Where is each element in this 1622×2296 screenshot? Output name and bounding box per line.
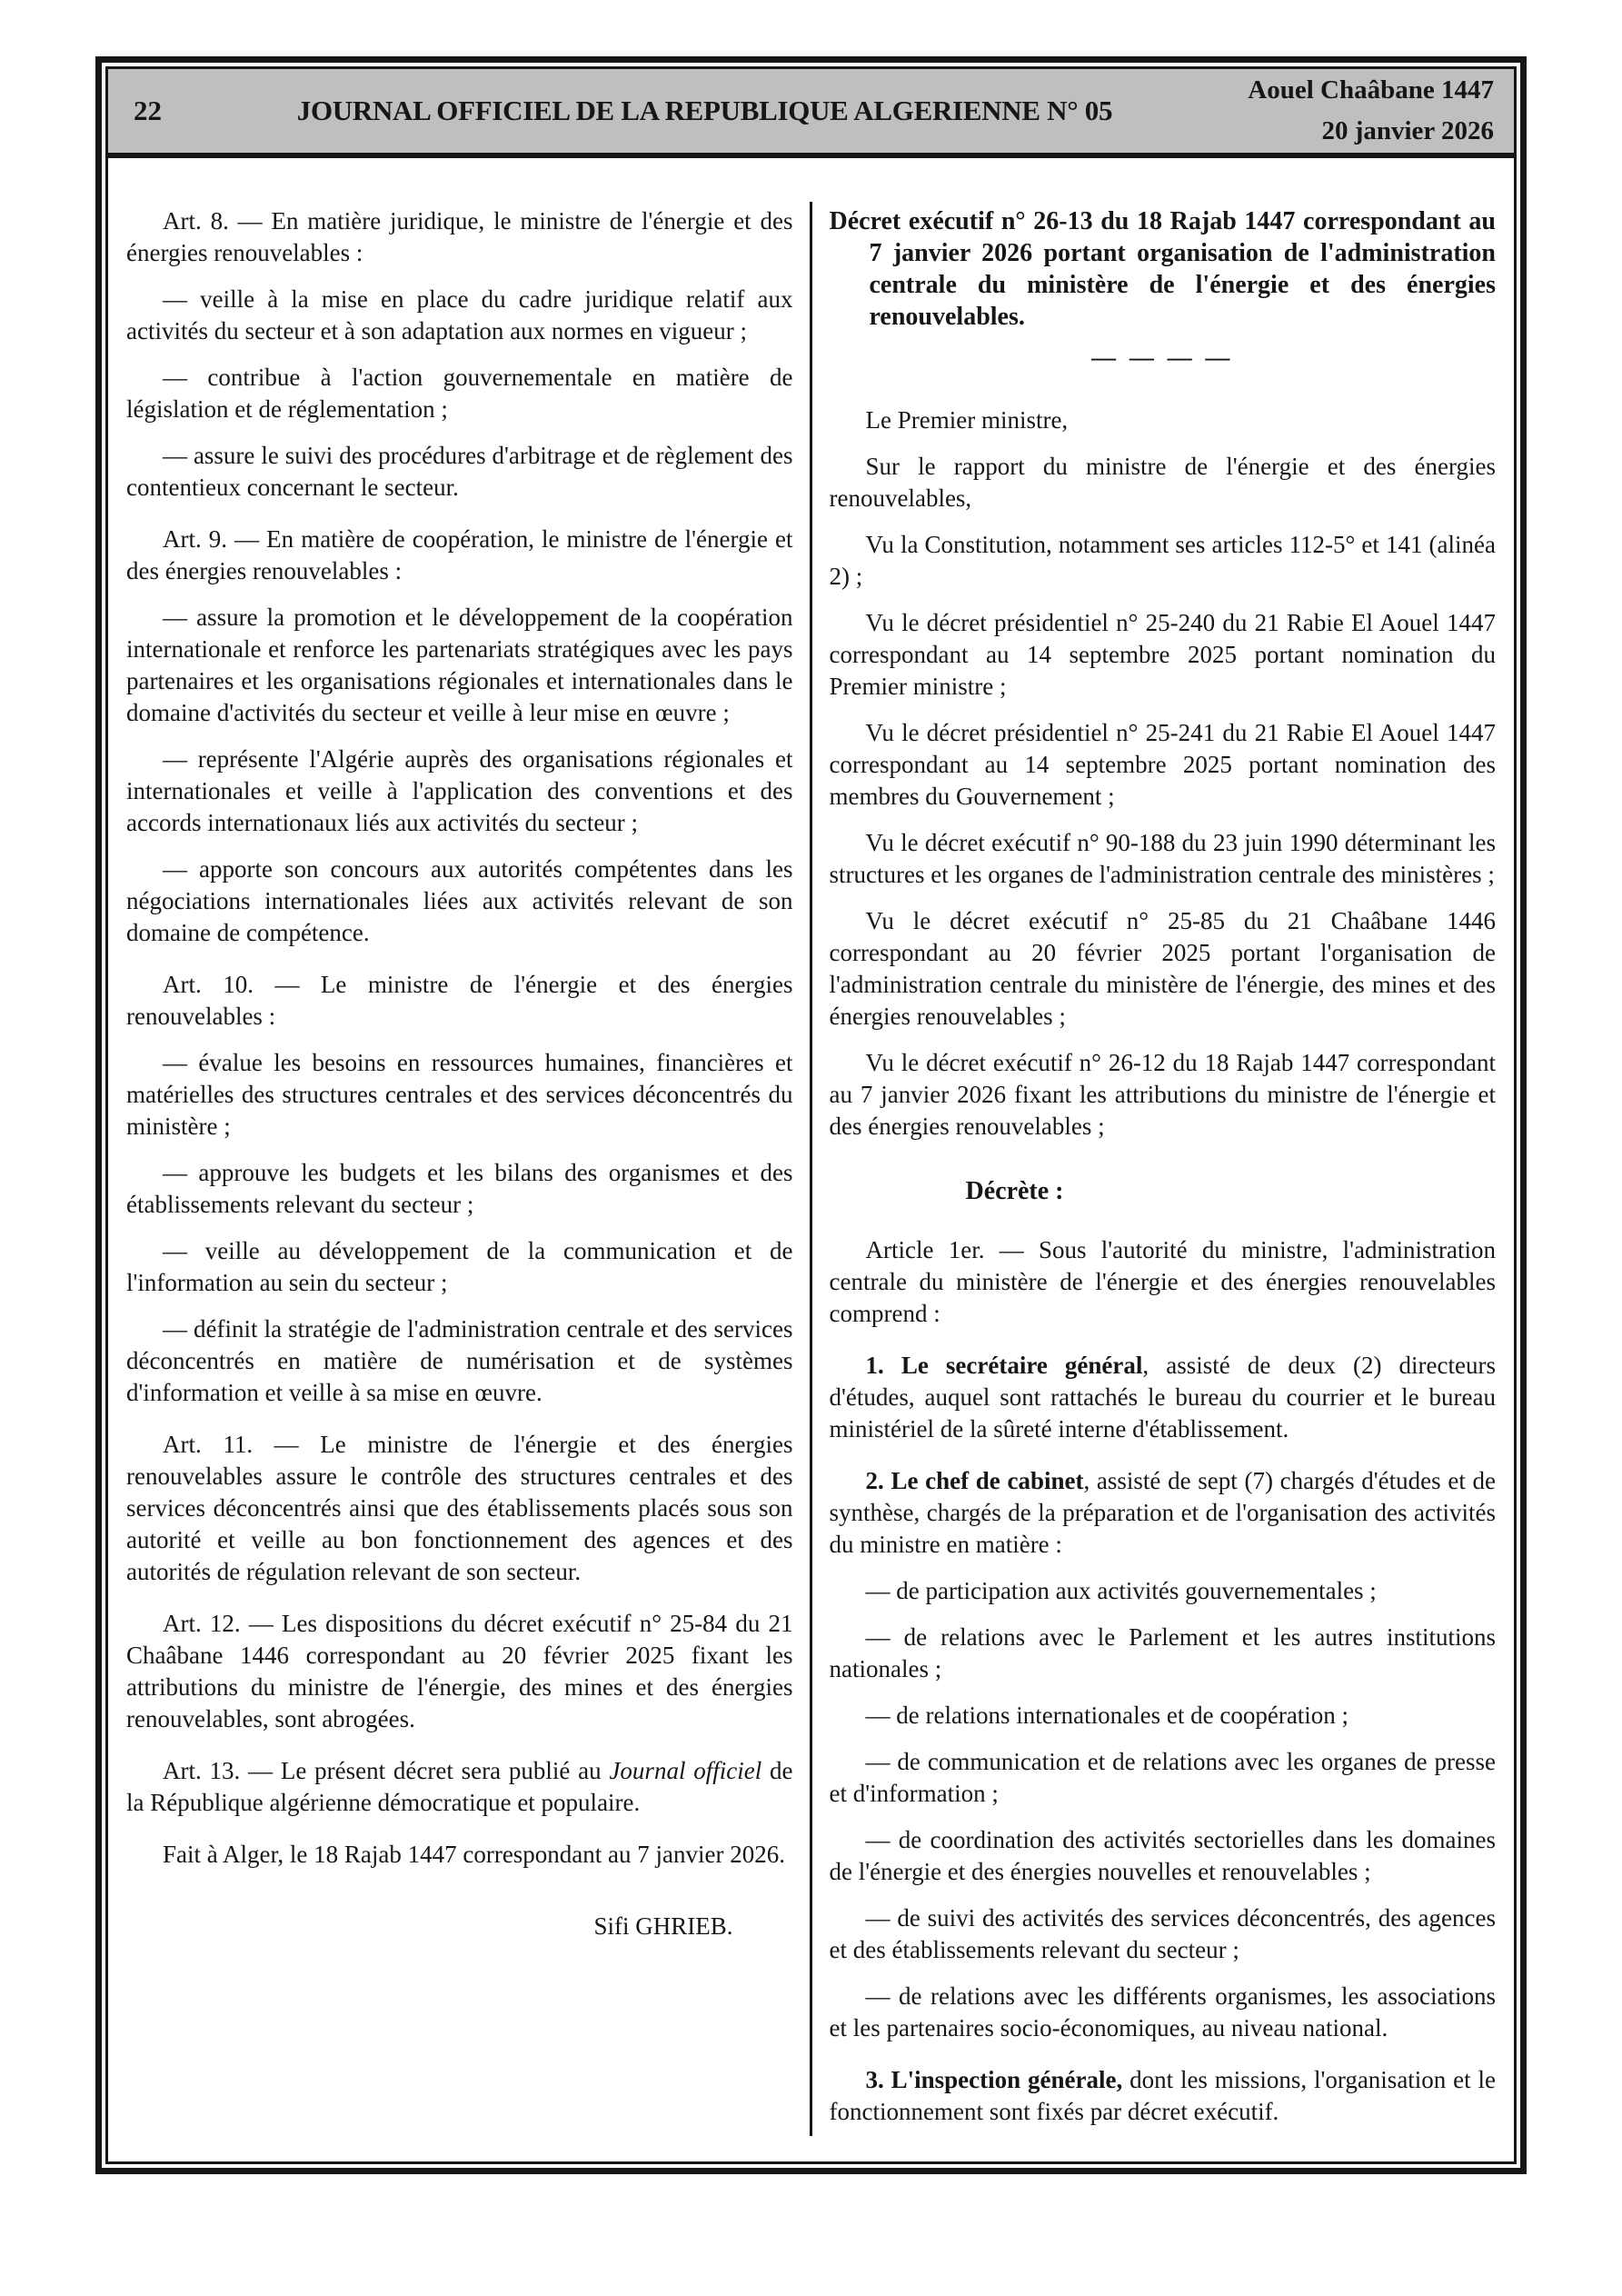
- list-item: — de coordination des activités sectorielles dans les domaines de l'énergie et des énergies nouvelles et renouvelables ;: [829, 1826, 1496, 1885]
- numbered-item-3: 3. L'inspection générale, dont les missions, l'organisation et le fonctionnement sont fixés par décret exécutif.: [829, 2066, 1497, 2125]
- visa-item: Vu le décret présidentiel n° 25-240 du 21 Rabie El Aouel 1447 correspondant au 14 septembre 2025 portant nomination du Premier ministre ;: [829, 609, 1496, 700]
- page-frame-inner: [105, 66, 1517, 2164]
- signature-name: Sifi GHRIEB.: [593, 1912, 733, 1940]
- list-item: — assure la promotion et le développement de la coopération internationale et renforce les partenariats stratégiques avec les pays partenaires et les organisations régionales et internationales dans le domaine d'activités du secteur et veille à leur mise en œuvre ;: [126, 604, 793, 726]
- paragraph: Sur le rapport du ministre de l'énergie et des énergies renouvelables,: [829, 453, 1496, 512]
- visa-item: Vu la Constitution, notamment ses articles 112-5° et 141 (alinéa 2) ;: [829, 531, 1496, 590]
- header-dates: [1194, 70, 1514, 152]
- page-frame: [95, 56, 1527, 2174]
- article-1: Article 1er. — Sous l'autorité du ministre, l'administration centrale du ministère de l'énergie et des énergies renouvelables comprend :: [829, 1236, 1496, 1327]
- list-item: — évalue les besoins en ressources humaines, financières et matérielles des structures centrales et des services déconcentrés du ministère ;: [126, 1049, 793, 1140]
- list-item: — de relations avec les différents organismes, les associations et les partenaires socio-économiques, au niveau national.: [829, 1982, 1496, 2041]
- visa-item: Vu le décret présidentiel n° 25-241 du 21 Rabie El Aouel 1447 correspondant au 14 septembre 2025 portant nomination des membres du Gouvernement ;: [829, 719, 1496, 810]
- list-item: — de relations avec le Parlement et les autres institutions nationales ;: [829, 1623, 1496, 1682]
- list-item: — de suivi des activités des services déconcentrés, des agences et des établissements relevant du secteur ;: [829, 1904, 1496, 1963]
- list-item: — contribue à l'action gouvernementale en matière de législation et de réglementation ;: [126, 364, 793, 423]
- article-13: Art. 13. — Le présent décret sera publié au Journal officiel de la République algérienne démocratique et populaire.: [126, 1757, 793, 1816]
- section-divider-dashes: — — — —: [1091, 344, 1234, 371]
- article-11: Art. 11. — Le ministre de l'énergie et des énergies renouvelables assure le contrôle des structures centrales et des services déconcentrés ainsi que des établissements placés sous son autorité et veille au bon fonctionnement des agences et des autorités de régulation relevant de son secteur.: [126, 1431, 793, 1585]
- page-content: [108, 158, 1514, 2161]
- list-item: — approuve les budgets et les bilans des organismes et des établissements relevant du secteur ;: [126, 1159, 793, 1218]
- article-10: Art. 10. — Le ministre de l'énergie et des énergies renouvelables :: [126, 971, 793, 1030]
- column-divider: [810, 202, 812, 2136]
- date-gregorian: 20 janvier 2026: [1321, 116, 1494, 145]
- list-item: — veille à la mise en place du cadre juridique relatif aux activités du secteur et à son adaptation aux normes en vigueur ;: [126, 285, 793, 344]
- list-item: — de relations internationales et de coopération ;: [865, 1702, 1349, 1729]
- paragraph: Le Premier ministre,: [865, 406, 1069, 434]
- visa-item: Vu le décret exécutif n° 25-85 du 21 Chaâbane 1446 correspondant au 20 février 2025 portant l'organisation de l'administration centrale du ministère de l'énergie, des mines et des énergies renouvelables ;: [829, 907, 1496, 1030]
- numbered-item-1: 1. Le secrétaire général, assisté de deux (2) directeurs d'études, auquel sont rattachés le bureau du courrier et le bureau ministériel de la sûreté interne d'établissement.: [829, 1352, 1496, 1442]
- list-item: — assure le suivi des procédures d'arbitrage et de règlement des contentieux concernant le secteur.: [126, 442, 793, 501]
- visa-item: Vu le décret exécutif n° 90-188 du 23 juin 1990 déterminant les structures et les organes de l'administration centrale des ministères ;: [829, 829, 1496, 888]
- page-number: 22: [134, 95, 162, 126]
- article-12: Art. 12. — Les dispositions du décret exécutif n° 25-84 du 21 Chaâbane 1446 correspondant au 20 février 2025 fixant les attributions du ministre de l'énergie, des mines et des énergies renouvelables, sont abrogées.: [126, 1610, 793, 1732]
- right-column: [811, 205, 1515, 2161]
- date-hijri: Aouel Chaâbane 1447: [1248, 75, 1494, 105]
- article-8: Art. 8. — En matière juridique, le ministre de l'énergie et des énergies renouvelables :: [126, 207, 793, 266]
- list-item: — définit la stratégie de l'administration centrale et des services déconcentrés en matière de numérisation et de systèmes d'information et veille à sa mise en œuvre.: [126, 1315, 793, 1406]
- left-column: [108, 205, 811, 2161]
- decree-heading: Décret exécutif n° 26-13 du 18 Rajab 1447 correspondant au 7 janvier 2026 portant organisation de l'administration centrale du ministère de l'énergie et des énergies renouvelables.: [829, 207, 1496, 331]
- list-item: — de communication et de relations avec les organes de presse et d'information ;: [829, 1748, 1496, 1807]
- numbered-item-2: 2. Le chef de cabinet, assisté de sept (7) chargés d'études et de synthèse, chargés de la préparation et de l'organisation des activités du ministre en matière :: [829, 1467, 1496, 1558]
- article-9: Art. 9. — En matière de coopération, le ministre de l'énergie et des énergies renouvelables :: [126, 525, 793, 584]
- list-item: — apporte son concours aux autorités compétentes dans les négociations internationales liées aux activités relevant de son domaine de compétence.: [126, 855, 793, 946]
- list-item: — représente l'Algérie auprès des organisations régionales et internationales et veille à l'application des conventions et des accords internationaux liés aux activités du secteur ;: [126, 745, 793, 836]
- page-header: [108, 69, 1514, 158]
- signature-place-date: Fait à Alger, le 18 Rajab 1447 correspondant au 7 janvier 2026.: [163, 1841, 785, 1868]
- decrete-heading: Décrète :: [965, 1177, 1064, 1205]
- list-item: — veille au développement de la communication et de l'information au sein du secteur ;: [126, 1237, 793, 1296]
- list-item: — de participation aux activités gouvernementales ;: [865, 1577, 1377, 1604]
- journal-title: JOURNAL OFFICIEL DE LA REPUBLIQUE ALGERIENNE N° 05: [296, 95, 1113, 126]
- visa-item: Vu le décret exécutif n° 26-12 du 18 Rajab 1447 correspondant au 7 janvier 2026 fixant les attributions du ministre de l'énergie et des énergies renouvelables ;: [829, 1049, 1496, 1140]
